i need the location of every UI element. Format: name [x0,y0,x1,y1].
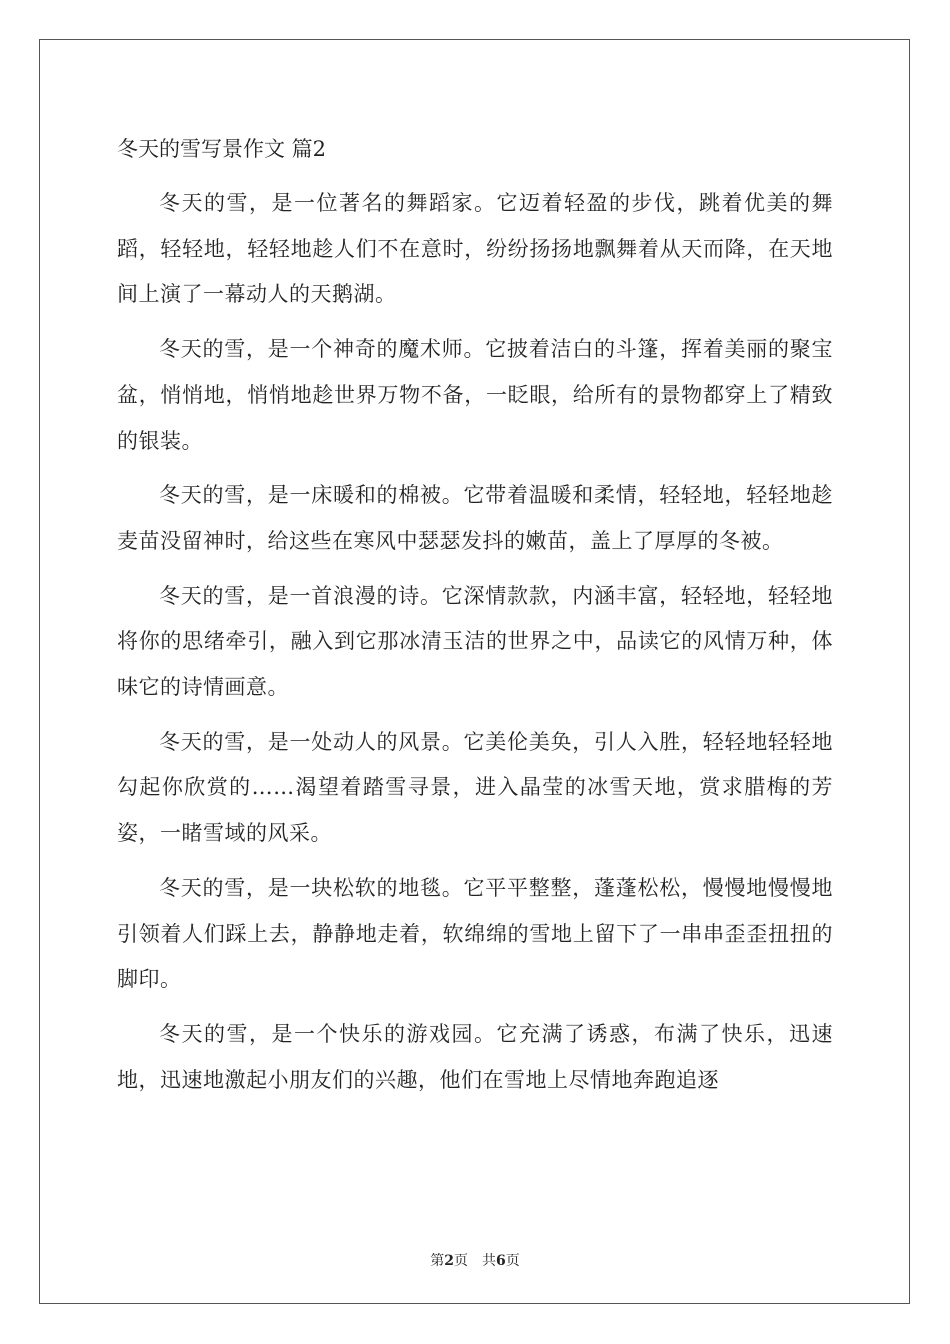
paragraph: 冬天的雪，是一个快乐的游戏园。它充满了诱惑，布满了快乐，迅速地，迅速地激起小朋友们的兴趣，他们在雪地上尽情地奔跑追逐 [117,1021,833,1092]
page-total [482,1253,520,1269]
page-number [430,1253,468,1269]
total-suffix: 页 [505,1253,520,1269]
paragraph: 冬天的雪，是一位著名的舞蹈家。它迈着轻盈的步伐，跳着优美的舞蹈，轻轻地，轻轻地趁人们不在意时，纷纷扬扬地飘舞着从天而降，在天地间上演了一幕动人的天鹅湖。 [117,191,833,307]
paragraph: 冬天的雪，是一处动人的风景。它美伦美奂，引人入胜，轻轻地轻轻地勾起你欣赏的……渴望着踏雪寻景，进入晶莹的冰雪天地，赏求腊梅的芳姿，一睹雪域的风采。 [117,729,833,846]
document-body [117,126,833,1103]
page-suffix: 页 [454,1253,468,1269]
document-title: 冬天的雪写景作文 篇2 [117,137,327,161]
paragraph: 冬天的雪，是一首浪漫的诗。它深情款款，内涵丰富，轻轻地，轻轻地将你的思绪牵引，融入到它那冰清玉洁的世界之中，品读它的风情万种，体味它的诗情画意。 [117,583,833,700]
paragraph: 冬天的雪，是一个神奇的魔术师。它披着洁白的斗篷，挥着美丽的聚宝盆，悄悄地，悄悄地趁世界万物不备，一眨眼，给所有的景物都穿上了精致的银装。 [117,337,833,453]
paragraph: 冬天的雪，是一块松软的地毯。它平平整整，蓬蓬松松，慢慢地慢慢地引领着人们踩上去，静静地走着，软绵绵的雪地上留下了一串串歪歪扭扭的脚印。 [117,875,833,992]
current-page: 2 [444,1253,454,1269]
total-prefix: 共 [482,1253,496,1269]
page-footer [0,1250,950,1270]
page-prefix: 第 [430,1253,445,1269]
paragraph: 冬天的雪，是一床暖和的棉被。它带着温暖和柔情，轻轻地，轻轻地趁麦苗没留神时，给这些在寒风中瑟瑟发抖的嫩苗，盖上了厚厚的冬被。 [117,483,833,553]
total-pages: 6 [496,1253,506,1269]
